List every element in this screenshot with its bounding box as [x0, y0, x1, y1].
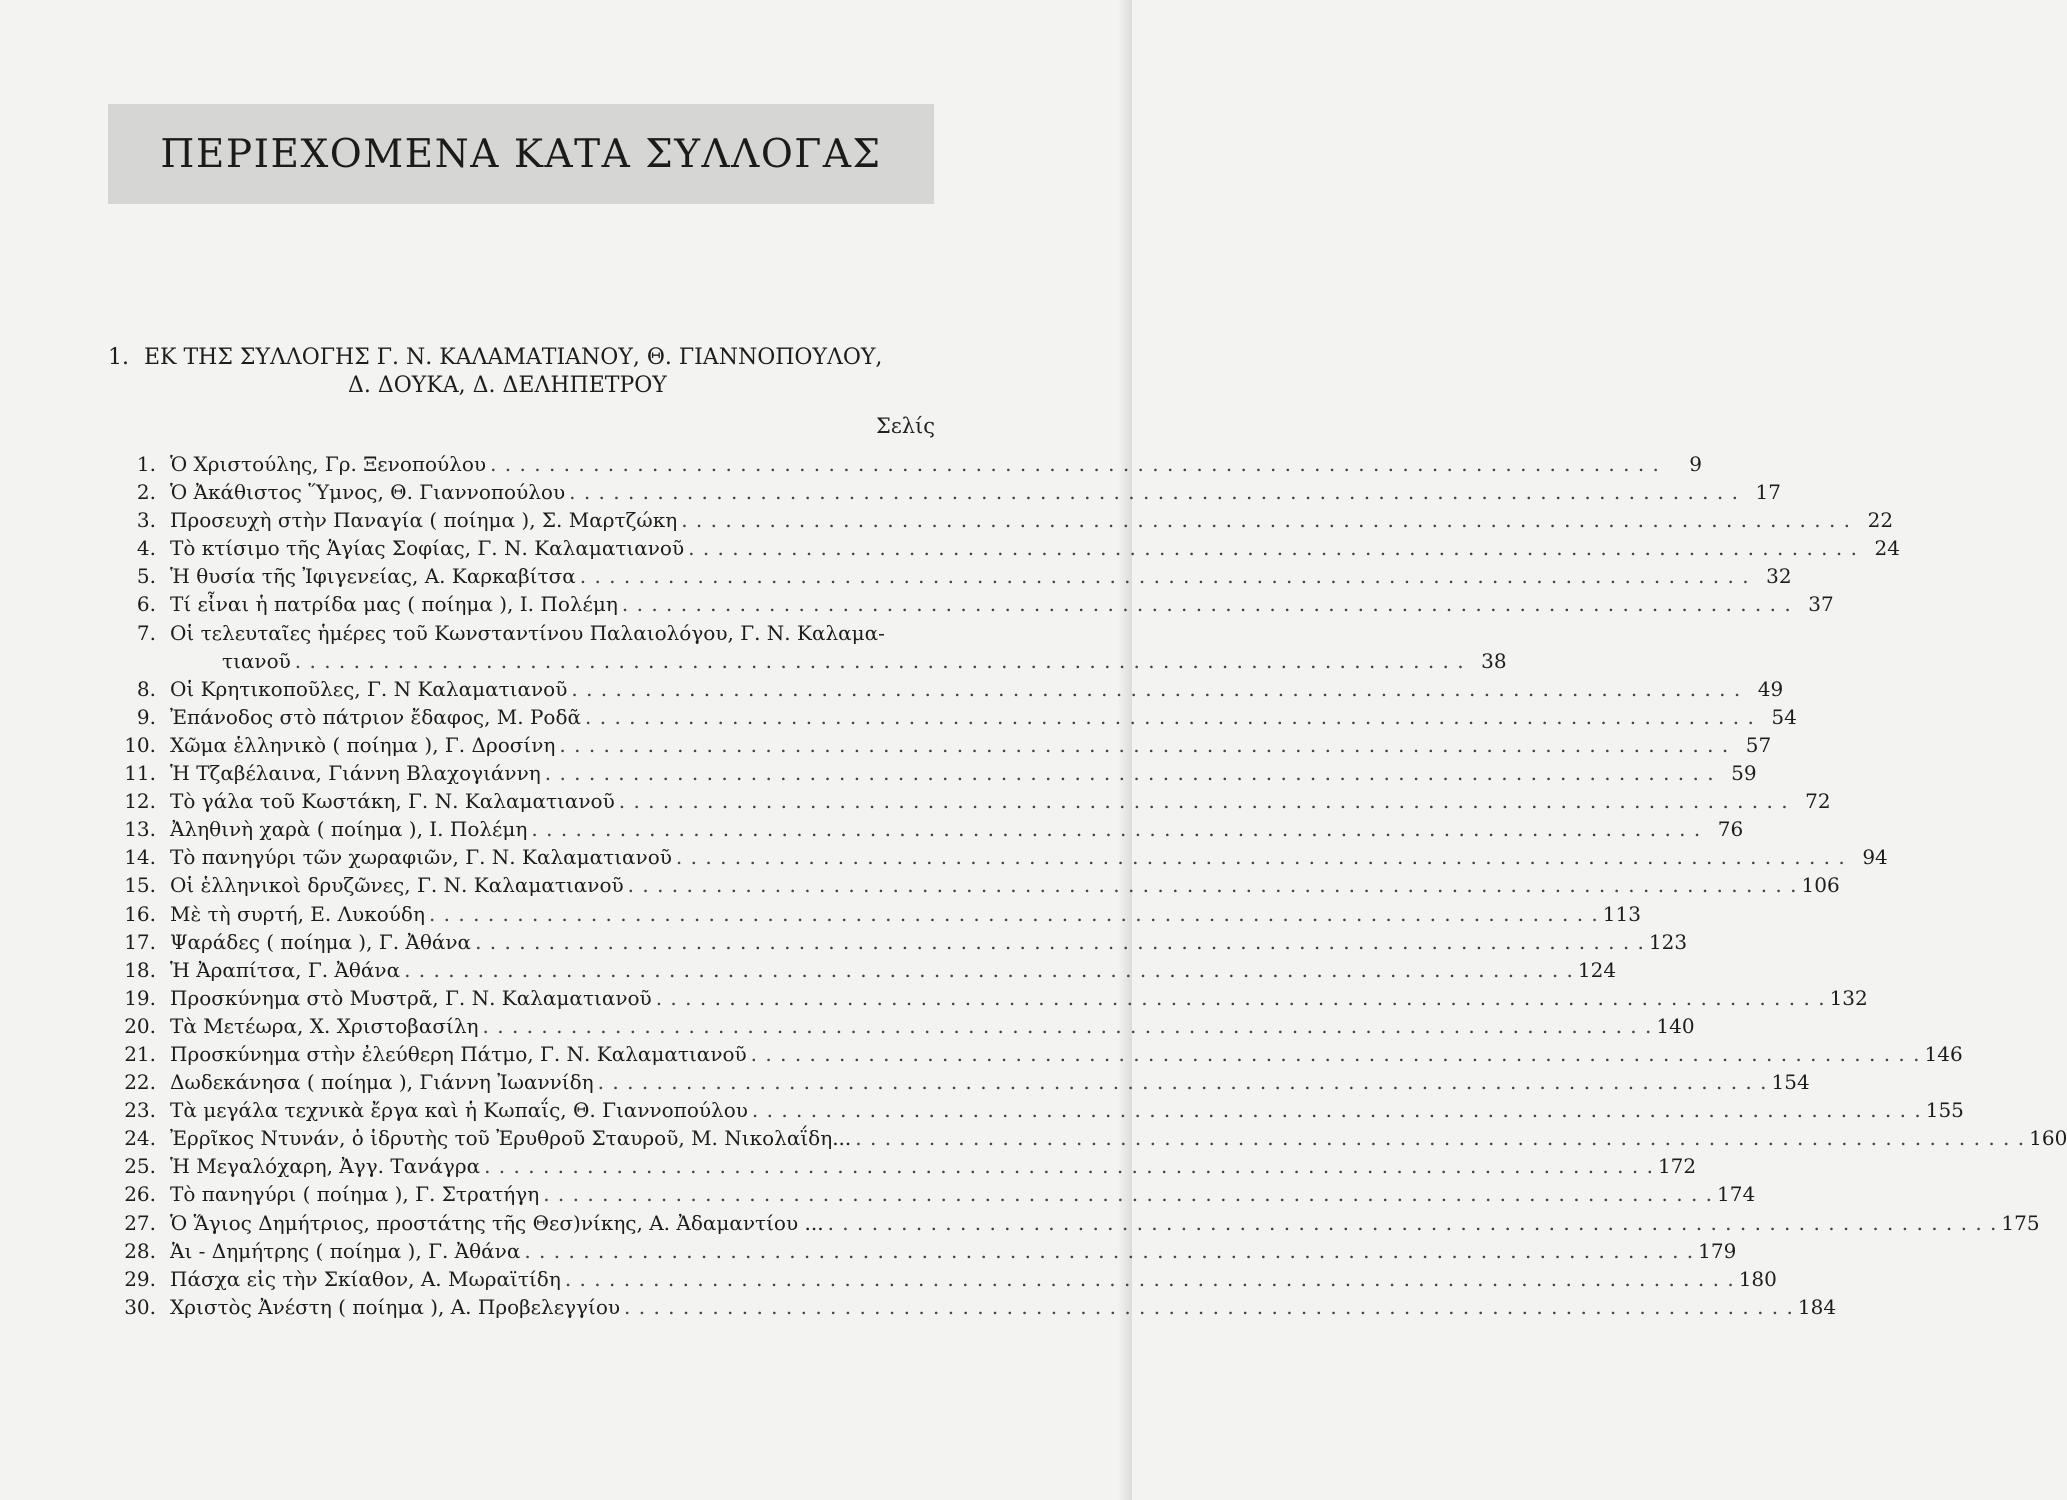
toc-entry: [104, 1126, 2067, 1154]
entry-title: Ὁ Χριστούλης, Γρ. Ξενοπούλου: [170, 452, 487, 476]
entry-number: 8.: [136, 676, 156, 701]
entry-title: Οἱ Κρητικοποῦλες, Γ. Ν Καλαματιανοῦ: [170, 676, 568, 701]
toc-entry: [104, 761, 1757, 789]
entry-page: 54: [1771, 704, 1797, 729]
entry-title: Προσευχὴ στὴν Παναγία ( ποίημα ), Σ. Μαρτζώκη: [170, 508, 678, 533]
dot-leader: . . . . . . . . . . . . . . . . . . . . . . . . . . . . . . . . . . . . . . . . . . . . . . . . . . . . . . . . . . . . . . . . . . . . . . . . . . . . . . . .: [543, 1182, 1714, 1207]
dot-leader: . . . . . . . . . . . . . . . . . . . . . . . . . . . . . . . . . . . . . . . . . . . . . . . . . . . . . . . . . . . . . . . . . . . . . . . . . . . . . . . .: [404, 957, 1574, 982]
section-number: 1.: [108, 345, 129, 370]
dot-leader: . . . . . . . . . . . . . . . . . . . . . . . . . . . . . . . . . . . . . . . . . . . . . . . . . . . . . . . . . . . . . . . . . . . . . . . . . . . . . . . .: [855, 1126, 2026, 1151]
entry-title: Ἡ Ἀραπίτσα, Γ. Ἀθάνα: [170, 957, 401, 982]
entry-page: 124: [1577, 957, 1617, 982]
entry-title: Δωδεκάνησα ( ποίημα ), Γιάννη Ἰωαννίδη: [170, 1070, 594, 1095]
dot-leader: . . . . . . . . . . . . . . . . . . . . . . . . . . . . . . . . . . . . . . . . . . . . . . . . . . . . . . . . . . . . . . . . . . . . . . . . . . . . . . . .: [618, 789, 1789, 814]
entry-title: Ὁ Ἅγιος Δημήτριος, προστάτης τῆς Θεσ)νίκης, Α. Ἀδαμαντίου ...: [170, 1210, 824, 1235]
entry-title: Τὰ μεγάλα τεχνικὰ ἔργα καὶ ἡ Κωπαΐς, Θ. Γιαννοπούλου: [170, 1098, 748, 1123]
entry-title: Τὸ πανηγύρι ( ποίημα ), Γ. Στρατήγη: [170, 1182, 540, 1207]
dot-leader: . . . . . . . . . . . . . . . . . . . . . . . . . . . . . . . . . . . . . . . . . . . . . . . . . . . . . . . . . . . . . . . . . . . . . . . . . . . . . . . .: [675, 845, 1846, 870]
dot-leader: . . . . . . . . . . . . . . . . . . . . . . . . . . . . . . . . . . . . . . . . . . . . . . . . . . . . . . . . . . . . . . . . . . . . . . . . . . . . . . . .: [482, 1013, 1653, 1038]
entry-page: 123: [1648, 929, 1688, 954]
table-of-contents: [104, 452, 2067, 1323]
entry-number: 1.: [136, 452, 156, 476]
dot-leader: . . . . . . . . . . . . . . . . . . . . . . . . . . . . . . . . . . . . . . . . . . . . . . . . . . . . . . . . . . . . . . . . . . . . . . . . . . . . . . . .: [531, 817, 1702, 842]
entry-title: Ἡ Μεγαλόχαρη, Ἀγγ. Τανάγρα: [170, 1154, 481, 1179]
entry-number: 3.: [136, 508, 156, 533]
entry-page: 146: [1924, 1041, 1963, 1066]
entry-title: Ἐπάνοδος στὸ πάτριον ἔδαφος, Μ. Ροδᾶ: [170, 704, 582, 729]
entry-number: 10.: [124, 732, 156, 757]
entry-page: 32: [1766, 564, 1792, 589]
toc-entry: [104, 1210, 2040, 1239]
dot-leader: . . . . . . . . . . . . . . . . . . . . . . . . . . . . . . . . . . . . . . . . . . . . . . . . . . . . . . . . . . . . . . . . . . . . . . . . . . . . . . . .: [585, 704, 1755, 729]
entry-title: Ψαράδες ( ποίημα ), Γ. Ἀθάνα: [170, 929, 472, 954]
toc-entry: [104, 676, 1784, 705]
entry-page: 140: [1656, 1013, 1695, 1038]
dot-leader: . . . . . . . . . . . . . . . . . . . . . . . . . . . . . . . . . . . . . . . . . . . . . . . . . . . . . . . . . . . . . . . . . . . . . . . . . . . . . . . .: [294, 648, 1465, 673]
entry-title: Οἱ ἑλληνικοὶ δρυζῶνες, Γ. Ν. Καλαματιανοῦ: [170, 873, 624, 898]
entry-page: 49: [1757, 676, 1784, 701]
toc-entry: [104, 648, 1507, 677]
entry-page: 57: [1745, 732, 1772, 757]
dot-leader: . . . . . . . . . . . . . . . . . . . . . . . . . . . . . . . . . . . . . . . . . . . . . . . . . . . . . . . . . . . . . . . . . . . . . . . . . . . . . . . .: [475, 929, 1645, 954]
entry-title: Προσκύνημα στὸ Μυστρᾶ, Γ. Ν. Καλαματιανοῦ: [170, 985, 652, 1010]
entry-title: Τὸ κτίσιμο τῆς Ἁγίας Σοφίας, Γ. Ν. Καλαματιανοῦ: [170, 536, 685, 561]
dot-leader: . . . . . . . . . . . . . . . . . . . . . . . . . . . . . . . . . . . . . . . . . . . . . . . . . . . . . . . . . . . . . . . . . . . . . . . . . . . . . . . .: [569, 480, 1739, 505]
entry-number: 26.: [124, 1182, 156, 1207]
toc-entry: [104, 1182, 1756, 1210]
toc-entry: [104, 536, 1900, 564]
entry-page: 179: [1698, 1238, 1737, 1263]
toc-entry: [104, 732, 1772, 761]
entry-title: Χῶμα ἑλληνικὸ ( ποίημα ), Γ. Δροσίνη: [170, 732, 556, 757]
entry-number: 11.: [124, 761, 156, 786]
toc-entry: [104, 592, 1834, 620]
toc-entry: [104, 845, 1888, 873]
entry-number: 4.: [136, 536, 156, 561]
entry-page: 175: [2001, 1210, 2040, 1235]
entry-number: 17.: [124, 929, 156, 954]
toc-entry: [104, 1070, 1810, 1098]
entry-number: 24.: [124, 1126, 156, 1151]
entry-number: 13.: [124, 817, 156, 842]
dot-leader: . . . . . . . . . . . . . . . . . . . . . . . . . . . . . . . . . . . . . . . . . . . . . . . . . . . . . . . . . . . . . . . . . . . . . . . . . . . . . . . .: [544, 761, 1715, 786]
entry-page: 172: [1657, 1154, 1697, 1179]
toc-entry: [104, 1294, 1837, 1323]
entry-number: 21.: [124, 1041, 156, 1066]
toc-entry: [104, 564, 1792, 592]
entry-title: Χριστὸς Ἀνέστη ( ποίημα ), Α. Προβελεγγίου: [170, 1294, 621, 1319]
entry-page: 160: [2029, 1126, 2067, 1151]
entry-page: 72: [1805, 789, 1831, 814]
toc-entry: [104, 1266, 1777, 1295]
entry-title: Οἱ τελευταῖες ἡμέρες τοῦ Κωνσταντίνου Παλαιολόγου, Γ. Ν. Καλαμα-: [170, 620, 885, 645]
entry-page: 37: [1808, 592, 1834, 617]
entry-number: 25.: [124, 1154, 156, 1179]
toc-entry: [104, 873, 1840, 901]
entry-title: Τὰ Μετέωρα, Χ. Χριστοβασίλη: [170, 1013, 479, 1038]
pages-column-label: Σελίς: [876, 414, 936, 438]
toc-entry: [104, 704, 1797, 733]
entry-number: 23.: [124, 1098, 156, 1123]
section-heading-line2: Δ. ΔΟΥΚΑ, Δ. ΔΕΛΗΠΕΤΡΟΥ: [348, 373, 667, 398]
toc-entry: [104, 957, 1617, 986]
entry-number: 16.: [124, 901, 156, 926]
entry-number: 30.: [124, 1294, 156, 1319]
toc-entry: [104, 1238, 1737, 1267]
entry-page: 180: [1738, 1266, 1777, 1291]
entry-title: Τί εἶναι ἡ πατρίδα μας ( ποίημα ), Ι. Πολέμη: [170, 592, 618, 617]
toc-entry: [104, 1154, 1697, 1182]
dot-leader: . . . . . . . . . . . . . . . . . . . . . . . . . . . . . . . . . . . . . . . . . . . . . . . . . . . . . . . . . . . . . . . . . . . . . . . . . . . . . . . .: [621, 592, 1792, 617]
dot-leader: . . . . . . . . . . . . . . . . . . . . . . . . . . . . . . . . . . . . . . . . . . . . . . . . . . . . . . . . . . . . . . . . . . . . . . . . . . . . . . . .: [655, 985, 1826, 1010]
entry-title: Ἐρρῖκος Ντυνάν, ὁ ἱδρυτὴς τοῦ Ἐρυθροῦ Σταυροῦ, Μ. Νικολαΐδη...: [170, 1126, 852, 1151]
entry-number: 5.: [136, 564, 156, 589]
entry-title: Ὁ Ἀκάθιστος Ὕμνος, Θ. Γιαννοπούλου: [170, 480, 566, 505]
entry-page: 22: [1867, 508, 1894, 533]
entry-title: Ἀληθινὴ χαρὰ ( ποίημα ), Ι. Πολέμη: [170, 817, 528, 842]
entry-number: 6.: [136, 592, 156, 617]
entry-number: 2.: [136, 480, 156, 505]
dot-leader: . . . . . . . . . . . . . . . . . . . . . . . . . . . . . . . . . . . . . . . . . . . . . . . . . . . . . . . . . . . . . . . . . . . . . . . . . . . . . . . .: [559, 732, 1730, 757]
dot-leader: . . . . . . . . . . . . . . . . . . . . . . . . . . . . . . . . . . . . . . . . . . . . . . . . . . . . . . . . . . . . . . . . . . . . . . . . . . . . . . . .: [564, 1266, 1735, 1291]
entry-title: Ἡ θυσία τῆς Ἰφιγενείας, Α. Καρκαβίτσα: [170, 564, 576, 589]
entry-title: Ἡ Τζαβέλαινα, Γιάννη Βλαχογιάννη: [170, 761, 541, 786]
toc-entry: [104, 480, 1781, 508]
toc-entry: [104, 1013, 1695, 1042]
toc-entry: [104, 621, 938, 649]
dot-leader: . . . . . . . . . . . . . . . . . . . . . . . . . . . . . . . . . . . . . . . . . . . . . . . . . . . . . . . . . . . . . . . . . . . . . . . . . . . . . . . .: [579, 564, 1750, 589]
entry-title: Μὲ τὴ συρτή, Ε. Λυκούδη: [170, 901, 425, 926]
entry-page: 17: [1755, 480, 1781, 505]
dot-leader: . . . . . . . . . . . . . . . . . . . . . . . . . . . . . . . . . . . . . . . . . . . . . . . . . . . . . . . . . . . . . . . . . . . . . . . . . . . . . . . .: [827, 1210, 1998, 1235]
toc-entry: [104, 817, 1744, 845]
dot-leader: . . . . . . . . . . . . . . . . . . . . . . . . . . . . . . . . . . . . . . . . . . . . . . . . . . . . . . . . . . . . . . . . . . . . . . . . . . . . . . . .: [750, 1041, 1921, 1066]
entry-page: 24: [1874, 536, 1900, 561]
toc-entry: [104, 1041, 1963, 1070]
entry-page: 38: [1481, 648, 1507, 673]
page-title: ΠΕΡΙΕΧΟΜΕΝΑ ΚΑΤΑ ΣΥΛΛΟΓΑΣ: [160, 131, 882, 177]
entry-page: 155: [1925, 1098, 1964, 1123]
dot-leader: . . . . . . . . . . . . . . . . . . . . . . . . . . . . . . . . . . . . . . . . . . . . . . . . . . . . . . . . . . . . . . . . . . . . . . . . . . . . . . . .: [484, 1154, 1654, 1179]
dot-leader: . . . . . . . . . . . . . . . . . . . . . . . . . . . . . . . . . . . . . . . . . . . . . . . . . . . . . . . . . . . . . . . . . . . . . . . . . . . . . . . .: [681, 508, 1852, 533]
dot-leader: . . . . . . . . . . . . . . . . . . . . . . . . . . . . . . . . . . . . . . . . . . . . . . . . . . . . . . . . . . . . . . . . . . . . . . . . . . . . . . . .: [571, 676, 1742, 701]
toc-entry: [104, 789, 1831, 817]
toc-entry: [104, 985, 1868, 1014]
toc-entry: [104, 901, 1641, 930]
entry-number: 15.: [124, 873, 156, 898]
section-heading-line1: ΕΚ ΤΗΣ ΣΥΛΛΟΓΗΣ Γ. Ν. ΚΑΛΑΜΑΤΙΑΝΟΥ, Θ. ΓΙΑΝΝΟΠΟΥΛΟΥ,: [144, 345, 883, 370]
entry-title: Προσκύνημα στὴν ἐλεύθερη Πάτμο, Γ. Ν. Καλαματιανοῦ: [170, 1041, 747, 1066]
entry-number: 28.: [124, 1238, 156, 1263]
dot-leader: . . . . . . . . . . . . . . . . . . . . . . . . . . . . . . . . . . . . . . . . . . . . . . . . . . . . . . . . . . . . . . . . . . . . . . . . . . . . . . . .: [688, 536, 1858, 561]
entry-page: 113: [1602, 901, 1641, 926]
entry-title: Τὸ πανηγύρι τῶν χωραφιῶν, Γ. Ν. Καλαματιανοῦ: [170, 845, 672, 870]
entry-number: 22.: [124, 1070, 156, 1095]
entry-number: 9.: [136, 704, 156, 729]
entry-title: Ἁι - Δημήτρης ( ποίημα ), Γ. Ἀθάνα: [170, 1238, 521, 1263]
entry-title: Πάσχα εἰς τὴν Σκίαθον, Α. Μωραϊτίδη: [170, 1266, 561, 1291]
entry-number: 20.: [124, 1013, 156, 1038]
entry-number: 29.: [124, 1266, 156, 1291]
entry-page: 59: [1731, 761, 1757, 786]
entry-number: 12.: [124, 789, 156, 814]
entry-page: 184: [1797, 1294, 1837, 1319]
entry-title: τιανοῦ: [222, 648, 291, 673]
entry-number: 18.: [124, 957, 156, 982]
entry-number: 19.: [124, 985, 156, 1010]
dot-leader: . . . . . . . . . . . . . . . . . . . . . . . . . . . . . . . . . . . . . . . . . . . . . . . . . . . . . . . . . . . . . . . . . . . . . . . . . . . . . . . .: [490, 452, 1660, 476]
dot-leader: . . . . . . . . . . . . . . . . . . . . . . . . . . . . . . . . . . . . . . . . . . . . . . . . . . . . . . . . . . . . . . . . . . . . . . . . . . . . . . . .: [524, 1238, 1695, 1263]
entry-page: 9: [1689, 452, 1702, 476]
entry-page: 106: [1801, 873, 1840, 898]
dot-leader: . . . . . . . . . . . . . . . . . . . . . . . . . . . . . . . . . . . . . . . . . . . . . . . . . . . . . . . . . . . . . . . . . . . . . . . . . . . . . . . .: [428, 901, 1599, 926]
entry-number: 27.: [124, 1210, 156, 1235]
entry-number: 14.: [124, 845, 156, 870]
section-heading: [108, 344, 938, 400]
dot-leader: . . . . . . . . . . . . . . . . . . . . . . . . . . . . . . . . . . . . . . . . . . . . . . . . . . . . . . . . . . . . . . . . . . . . . . . . . . . . . . . .: [624, 1294, 1794, 1319]
toc-entry: [104, 452, 1702, 480]
dot-leader: . . . . . . . . . . . . . . . . . . . . . . . . . . . . . . . . . . . . . . . . . . . . . . . . . . . . . . . . . . . . . . . . . . . . . . . . . . . . . . . .: [627, 873, 1798, 898]
entry-page: 154: [1771, 1070, 1810, 1095]
dot-leader: . . . . . . . . . . . . . . . . . . . . . . . . . . . . . . . . . . . . . . . . . . . . . . . . . . . . . . . . . . . . . . . . . . . . . . . . . . . . . . . .: [597, 1070, 1768, 1095]
toc-entry: [104, 1098, 1964, 1126]
entry-page: 94: [1862, 845, 1888, 870]
entry-number: 7.: [136, 620, 156, 645]
entry-page: 132: [1829, 985, 1868, 1010]
entry-page: 174: [1717, 1182, 1756, 1207]
entry-page: 76: [1717, 817, 1744, 842]
entry-title: Τὸ γάλα τοῦ Κωστάκη, Γ. Ν. Καλαματιανοῦ: [170, 789, 615, 814]
dot-leader: . . . . . . . . . . . . . . . . . . . . . . . . . . . . . . . . . . . . . . . . . . . . . . . . . . . . . . . . . . . . . . . . . . . . . . . . . . . . . . . .: [751, 1098, 1922, 1123]
toc-entry: [104, 508, 1894, 536]
toc-entry: [104, 929, 1688, 958]
